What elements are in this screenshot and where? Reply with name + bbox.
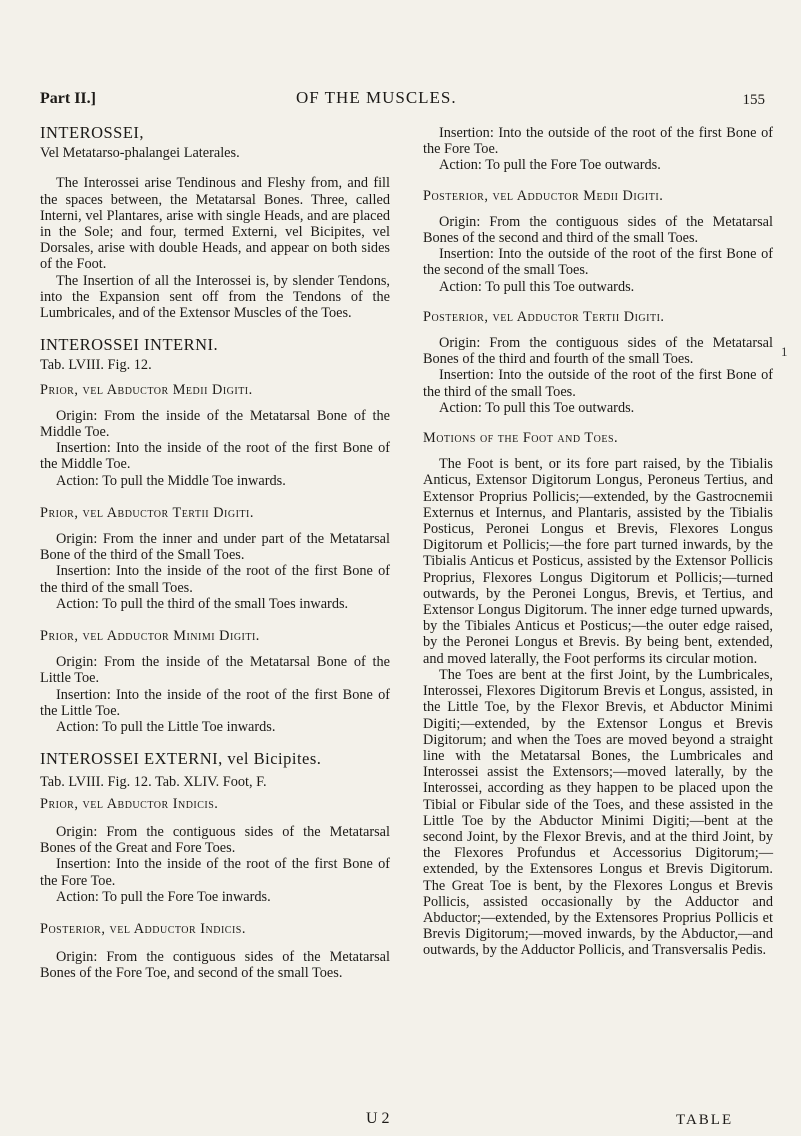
action-text: Action: To pull this Toe outwards.: [439, 399, 635, 416]
catchword: TABLE: [676, 1112, 734, 1128]
running-head-title: OF THE MUSCLES.: [296, 88, 457, 107]
subsection-heading: INTEROSSEI INTERNI.: [40, 335, 219, 355]
origin-text: Origin: From the contiguous sides of the Metatarsal Bones of the Fore Toe, and second of the small Toes.: [40, 949, 390, 982]
action-text: Action: To pull the Fore Toe inwards.: [56, 888, 271, 905]
muscle-title: Posterior, vel Adductor Indicis.: [40, 920, 246, 937]
action-text: Action: To pull the third of the small Toes inwards.: [56, 595, 349, 612]
insertion-text: Insertion: Into the inside of the root of the first Bone of the third of the small Toes.: [40, 563, 390, 596]
paragraph: The Insertion of all the Interossei is, by slender Tendons, into the Expansion sent off from the Tendons of the Lumbricales, and of the Extensor Muscles of the Toes.: [40, 272, 390, 322]
paragraph: The Toes are bent at the first Joint, by the Lumbricales, Interossei, Flexores Digitorum Brevis et Longus, assisted, in the Little Toe, by the Flexor Brevis, et Abductor Minimi Digiti;—extended, by the Extensor Longus et Brevis Digitorum; and when the Toes are moved beyond a straight line with the Metatarsal Bones, the Lumbricales and Interossei assist the Extensors;—moved laterally, by the Interossei, according as they happen to be placed upon the Tibial or Fibular side of the Toes, and these assisted in the Little Toe by the Abductor Minimi Digiti;—bent at the second Joint, by the Flexor Brevis, and at the third Joint, by the Flexores Profundus et Accessorius Digitorum;—extended, by the Extensores Longus et Brevis Digitorum. The Great Toe is bent, by the Flexores Longus et Brevis Pollicis, assisted occasionally by the Adductor and Abductor;—extended, by the Extensores Proprius Pollicis et Brevis Digitorum;—moved inwards, by the Abductor,—and outwards, by the Adductor Pollicis, and Transversalis Pedis.: [423, 666, 773, 959]
left-column: [40, 125, 390, 982]
action-text: Action: To pull the Little Toe inwards.: [56, 719, 276, 736]
origin-text: Origin: From the inside of the Metatarsal Bone of the Middle Toe.: [40, 407, 390, 441]
muscle-title: Prior, vel Abductor Medii Digiti.: [40, 381, 253, 398]
subsection-heading: INTEROSSEI EXTERNI, vel Bicipites.: [40, 749, 322, 769]
right-column: [423, 125, 773, 959]
paragraph: The Foot is bent, or its fore part raised, by the Tibialis Anticus, Extensor Digitorum Longus, Peroneus Tertius, and Extensor Proprius Pollicis;—extended, by the Gastrocnemii Externus et Internus, and Plantaris, assisted by the Tibialis Posticus, Peronei Longus et Brevis, Flexores Longus Digitorum et Pollicis;—the fore part turned inwards, by the Tibialis Anticus et Posticus, assisted by the Extensor Pollicis Proprius, Flexores Longus Digitorum et Pollicis;—turned outwards, by the Peronei Longus, Brevis, et Tertius, and Extensor Longus Digitorum. The inner edge turned upwards, by the Tibiales Anticus et Posticus;—the outer edge raised, by the Peronei Longus et Brevis. By being bent, extended, and moved laterally, the Foot performs its circular motion.: [423, 456, 773, 667]
motions-heading: Motions of the Foot and Toes.: [423, 430, 619, 447]
insertion-text: Insertion: Into the inside of the root of the first Bone of the Little Toe.: [40, 686, 390, 719]
signature-mark: U 2: [366, 1110, 390, 1127]
muscle-title: Prior, vel Adductor Minimi Digiti.: [40, 628, 260, 645]
running-head: [40, 88, 773, 114]
origin-text: Origin: From the inner and under part of the Metatarsal Bone of the third of the Small Toes.: [40, 531, 390, 564]
muscle-title: Posterior, vel Adductor Medii Digiti.: [423, 187, 664, 204]
origin-text: Origin: From the contiguous sides of the Metatarsal Bones of the third and fourth of the small Toes.: [423, 335, 773, 368]
plate-reference: Tab. LVIII. Fig. 12. Tab. XLIV. Foot, F.: [40, 773, 267, 790]
plate-reference: Tab. LVIII. Fig. 12.: [40, 357, 152, 374]
section-subheading: Vel Metatarso-phalangei Laterales.: [40, 145, 240, 162]
action-text: Action: To pull the Fore Toe outwards.: [439, 157, 661, 174]
action-text: Action: To pull this Toe outwards.: [439, 278, 635, 295]
section-heading: INTEROSSEI,: [40, 123, 145, 142]
page-number: 155: [742, 92, 765, 108]
paragraph: The Interossei arise Tendinous and Fleshy from, and fill the spaces between, the Metatarsal Bones. Three, called Interni, vel Plantares, arise with single Heads, and are placed in the Sole; and four, termed Externi, vel Bicipites, vel Dorsales, arise with double Heads, and appear on both sides of the Foot.: [40, 175, 390, 273]
muscle-title: Posterior, vel Adductor Tertii Digiti.: [423, 308, 665, 325]
insertion-text: Insertion: Into the outside of the root of the first Bone of the Fore Toe.: [423, 125, 773, 158]
action-text: Action: To pull the Middle Toe inwards.: [56, 472, 286, 489]
origin-text: Origin: From the contiguous sides of the Metatarsal Bones of the Great and Fore Toes.: [40, 823, 390, 857]
muscle-title: Prior, vel Abductor Indicis.: [40, 795, 219, 812]
muscle-title: Prior, vel Abductor Tertii Digiti.: [40, 504, 254, 521]
origin-text: Origin: From the inside of the Metatarsal Bone of the Little Toe.: [40, 654, 390, 687]
insertion-text: Insertion: Into the outside of the root of the first Bone of the third of the small Toes.: [423, 367, 773, 400]
origin-text: Origin: From the contiguous sides of the Metatarsal Bones of the second and third of the small Toes.: [423, 213, 773, 247]
insertion-text: Insertion: Into the outside of the root of the first Bone of the second of the small Toes.: [423, 246, 773, 279]
margin-mark: 1: [781, 344, 788, 359]
running-head-part: Part II.]: [40, 90, 96, 107]
insertion-text: Insertion: Into the inside of the root of the first Bone of the Fore Toe.: [40, 856, 390, 889]
insertion-text: Insertion: Into the inside of the root of the first Bone of the Middle Toe.: [40, 440, 390, 473]
